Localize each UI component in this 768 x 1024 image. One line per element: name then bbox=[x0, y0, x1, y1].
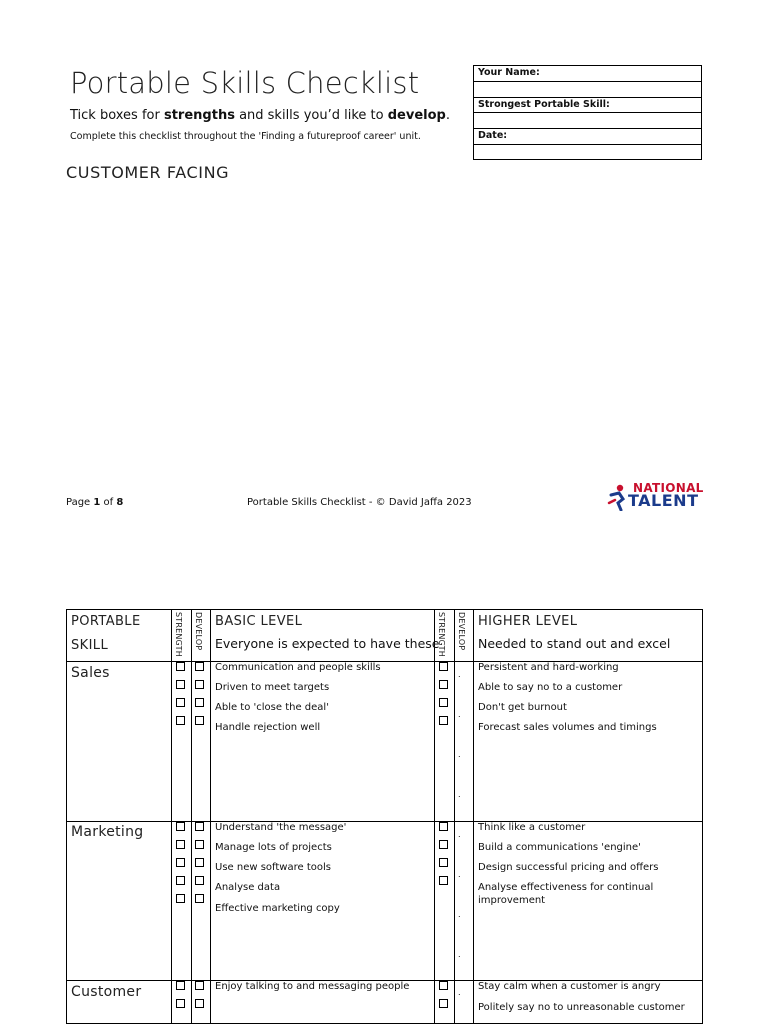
date-label: Date: bbox=[474, 129, 701, 145]
copyright: Portable Skills Checklist - © David Jaffa 2023 bbox=[247, 497, 472, 508]
strength-checkbox[interactable] bbox=[176, 858, 185, 867]
basic-skill-item: Enjoy talking to and messaging people bbox=[215, 981, 410, 992]
subtitle-text: Tick boxes for bbox=[70, 108, 164, 123]
strength-checkbox[interactable] bbox=[176, 876, 185, 885]
develop-checkbox[interactable] bbox=[195, 822, 204, 831]
basic-skill-item: Understand 'the message' bbox=[215, 822, 347, 833]
strength-checkbox[interactable] bbox=[176, 680, 185, 689]
table-divider bbox=[67, 821, 702, 822]
strength-checkbox[interactable] bbox=[439, 698, 448, 707]
strength-checkbox[interactable] bbox=[439, 662, 448, 671]
develop-checkbox[interactable] bbox=[195, 858, 204, 867]
higher-skill-item: Build a communications 'engine' bbox=[478, 842, 641, 853]
basic-skill-item: Handle rejection well bbox=[215, 722, 321, 733]
subtitle-develop: develop bbox=[387, 108, 446, 123]
col-header-strength: STRENGTH bbox=[437, 612, 446, 657]
develop-checkbox[interactable] bbox=[195, 698, 204, 707]
col-header-portable: PORTABLE bbox=[71, 614, 141, 629]
table-divider bbox=[191, 610, 192, 1023]
col-header-skill: SKILL bbox=[71, 638, 109, 653]
skills-table: PORTABLE SKILL STRENGTH DEVELOP BASIC LEVEL Everyone is expected to have these STRENGTH DEVELOP HIGHER LEVEL Needed to stand out and excel Sales Communication and people skills Driven to meet targets Able to 'close the deal' Handle rejection well . . . . Persistent and hard-working Able to say no to a customer Don't get burnout Forecast sales volumes and timings Marketing Understand 'the message' Manage lots of projects Use new software tools Analyse data Effective marketing copy . . . . Think like a customer Build a communications 'engine' Design successful pricing and offers Analyse effectiveness for continual improvement Customer Enjoy talking to and messaging people . Stay calm when a customer is angry Politely say no to unreasonable customer bbox=[66, 609, 703, 1024]
col-header-strength: STRENGTH bbox=[174, 612, 183, 657]
runner-icon bbox=[606, 483, 628, 511]
strength-checkbox[interactable] bbox=[176, 981, 185, 990]
skill-name-customer: Customer bbox=[71, 984, 142, 1000]
skill-name-sales: Sales bbox=[71, 665, 110, 681]
instructions: Complete this checklist throughout the 'Finding a futureproof career' unit. bbox=[70, 131, 421, 142]
table-divider bbox=[473, 610, 474, 1023]
strength-checkbox[interactable] bbox=[176, 716, 185, 725]
national-talent-logo bbox=[606, 481, 702, 513]
strongest-skill-field[interactable] bbox=[474, 113, 701, 129]
develop-checkbox[interactable] bbox=[195, 999, 204, 1008]
strength-checkbox[interactable] bbox=[439, 716, 448, 725]
col-header-develop: DEVELOP bbox=[457, 612, 466, 651]
basic-skill-item: Effective marketing copy bbox=[215, 903, 340, 914]
basic-skill-item: Analyse data bbox=[215, 882, 281, 893]
subtitle-strengths: strengths bbox=[163, 108, 235, 123]
strength-checkbox[interactable] bbox=[176, 894, 185, 903]
logo-text-national: NATIONAL bbox=[633, 481, 704, 495]
higher-skill-item: Think like a customer bbox=[478, 822, 586, 833]
strength-checkbox[interactable] bbox=[176, 840, 185, 849]
page-total: 8 bbox=[116, 497, 124, 508]
strength-checkbox[interactable] bbox=[439, 680, 448, 689]
col-header-basic-sub: Everyone is expected to have these bbox=[215, 636, 440, 651]
subtitle-text: and skills you’d like to bbox=[234, 108, 388, 123]
strength-checkbox[interactable] bbox=[176, 662, 185, 671]
section-heading: CUSTOMER FACING bbox=[66, 163, 230, 182]
higher-skill-item: Analyse effectiveness for continual improvement bbox=[478, 882, 654, 906]
strength-checkbox[interactable] bbox=[439, 822, 448, 831]
higher-skill-item: Persistent and hard-working bbox=[478, 662, 619, 673]
strength-checkbox[interactable] bbox=[439, 981, 448, 990]
col-header-develop: DEVELOP bbox=[194, 612, 203, 651]
page-title: Portable Skills Checklist bbox=[70, 66, 420, 100]
develop-checkbox[interactable] bbox=[195, 981, 204, 990]
develop-checkbox[interactable] bbox=[195, 680, 204, 689]
basic-skill-item: Communication and people skills bbox=[215, 662, 381, 673]
strength-checkbox[interactable] bbox=[176, 999, 185, 1008]
basic-skill-item: Able to 'close the deal' bbox=[215, 702, 329, 713]
table-divider bbox=[171, 610, 172, 1023]
col-header-higher: HIGHER LEVEL bbox=[478, 614, 578, 629]
develop-checkbox[interactable] bbox=[195, 716, 204, 725]
page-text: Page bbox=[66, 497, 94, 508]
name-box bbox=[473, 65, 702, 160]
name-field[interactable] bbox=[474, 82, 701, 98]
develop-checkbox[interactable] bbox=[195, 662, 204, 671]
col-header-higher-sub: Needed to stand out and excel bbox=[478, 636, 671, 651]
develop-checkbox[interactable] bbox=[195, 876, 204, 885]
page-text: of bbox=[100, 497, 117, 508]
logo-text-talent: TALENT bbox=[628, 491, 699, 510]
table-divider bbox=[210, 610, 211, 1023]
strength-checkbox[interactable] bbox=[176, 698, 185, 707]
name-label: Your Name: bbox=[474, 66, 701, 82]
basic-skill-item: Manage lots of projects bbox=[215, 842, 332, 853]
develop-checkbox[interactable] bbox=[195, 894, 204, 903]
develop-checkbox[interactable] bbox=[195, 840, 204, 849]
subtitle-text: . bbox=[445, 108, 450, 123]
table-divider bbox=[454, 610, 455, 1023]
higher-skill-item: Design successful pricing and offers bbox=[478, 862, 659, 873]
higher-skill-item: Politely say no to unreasonable customer bbox=[478, 1002, 685, 1013]
skill-name-marketing: Marketing bbox=[71, 824, 144, 840]
higher-skill-item: Able to say no to a customer bbox=[478, 682, 623, 693]
table-divider bbox=[434, 610, 435, 1023]
page-current: 1 bbox=[93, 497, 101, 508]
date-field[interactable] bbox=[474, 145, 701, 160]
higher-skill-item: Don't get burnout bbox=[478, 702, 567, 713]
strength-checkbox[interactable] bbox=[439, 858, 448, 867]
strength-checkbox[interactable] bbox=[439, 840, 448, 849]
col-header-basic: BASIC LEVEL bbox=[215, 614, 303, 629]
strength-checkbox[interactable] bbox=[439, 999, 448, 1008]
subtitle bbox=[70, 108, 450, 123]
strength-checkbox[interactable] bbox=[439, 876, 448, 885]
basic-skill-item: Driven to meet targets bbox=[215, 682, 330, 693]
strongest-skill-label: Strongest Portable Skill: bbox=[474, 98, 701, 113]
higher-skill-item: Forecast sales volumes and timings bbox=[478, 722, 657, 733]
basic-skill-item: Use new software tools bbox=[215, 862, 331, 873]
page-number bbox=[66, 497, 123, 508]
higher-skill-item: Stay calm when a customer is angry bbox=[478, 981, 661, 992]
strength-checkbox[interactable] bbox=[176, 822, 185, 831]
